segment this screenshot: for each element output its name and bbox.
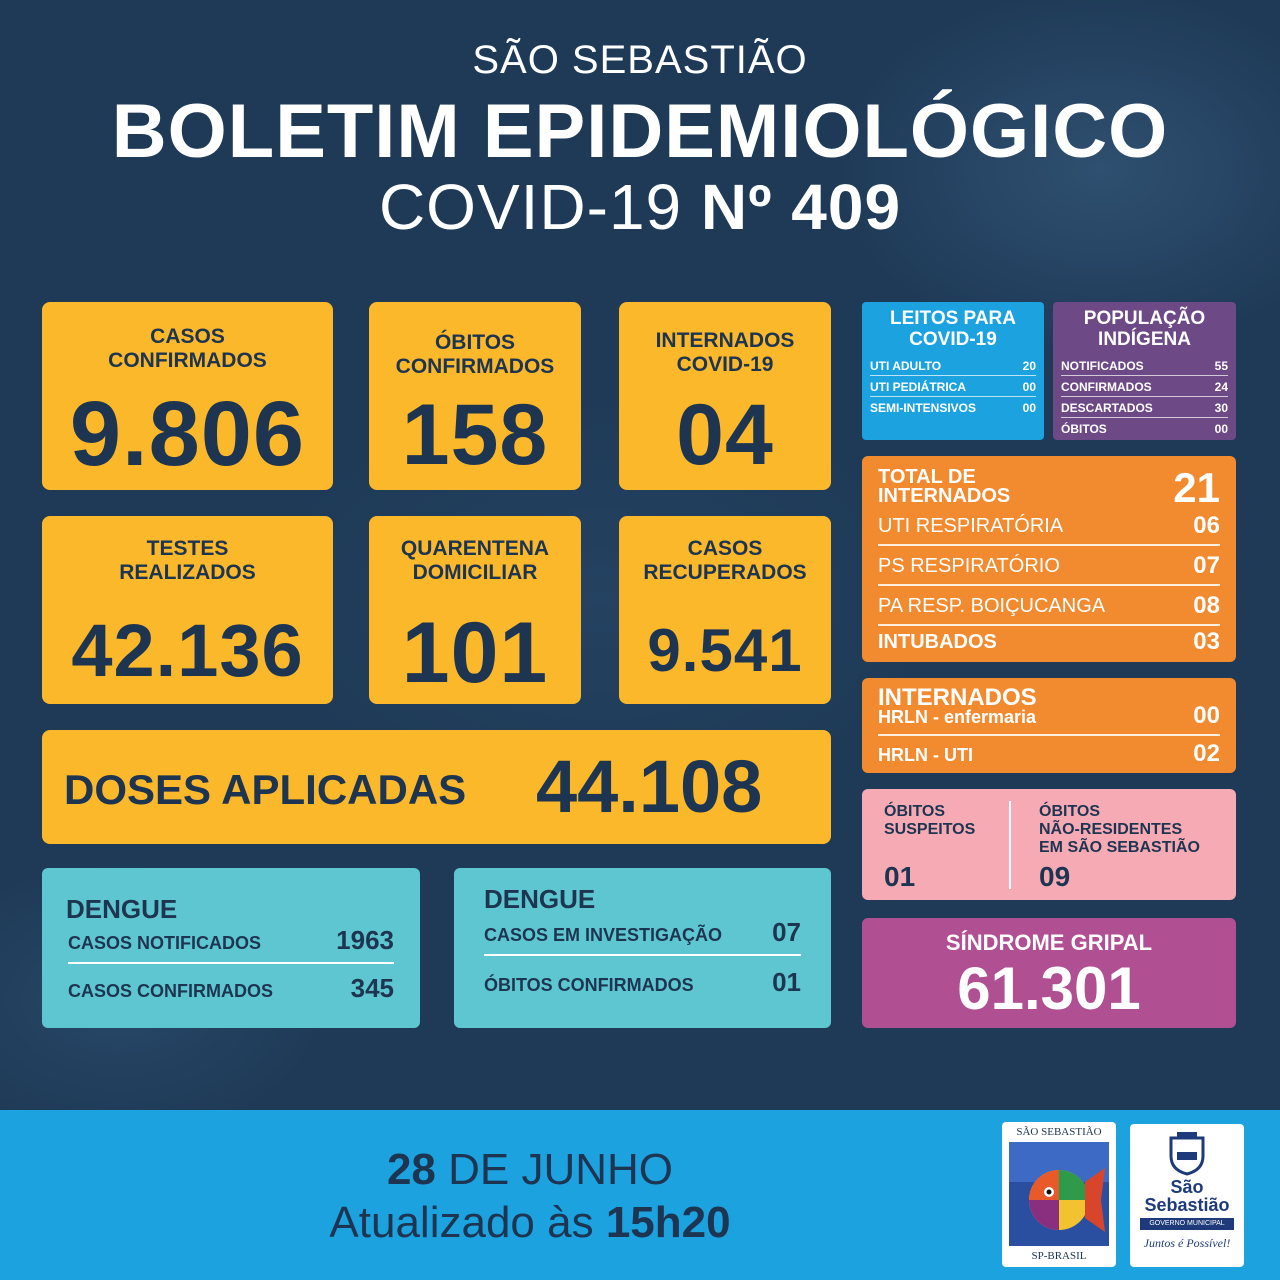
city-emblem-logo <box>1002 1122 1116 1267</box>
label-line: NÃO-RESIDENTES <box>1039 821 1183 838</box>
row-value: 00 <box>1193 702 1220 729</box>
card-label: REALIZADOS <box>119 561 256 584</box>
row-label: CASOS NOTIFICADOS <box>68 933 262 953</box>
row-label: CONFIRMADOS <box>1061 380 1152 394</box>
row-value: 55 <box>1214 359 1228 373</box>
page-title: BOLETIM EPIDEMIOLÓGICO <box>111 89 1169 174</box>
table-row <box>878 546 1220 586</box>
update-time-value: 15h20 <box>605 1198 731 1247</box>
panel-title-line: LEITOS PARA <box>890 308 1016 329</box>
card-value: 9.541 <box>647 617 803 684</box>
card-value: 04 <box>676 387 774 483</box>
logo-band: GOVERNO MUNICIPAL <box>1140 1218 1234 1230</box>
row-label: UTI PEDIÁTRICA <box>870 380 966 394</box>
row-label: ÓBITOS CONFIRMADOS <box>484 975 694 995</box>
card-internados-covid <box>619 302 831 490</box>
card-casos-confirmados <box>42 302 333 490</box>
card-value: 158 <box>401 387 549 483</box>
row-value: 07 <box>1193 552 1220 579</box>
table-row <box>878 736 1220 772</box>
panel-title <box>1053 308 1236 350</box>
card-value: 42.136 <box>71 609 304 692</box>
panel-title-line: POPULAÇÃO <box>1083 308 1206 329</box>
sindrome-value: 61.301 <box>957 955 1141 1022</box>
label-line: ÓBITOS <box>1039 803 1101 820</box>
panel-dengue-investigacao <box>454 868 831 1028</box>
row-label: CASOS CONFIRMADOS <box>68 981 274 1001</box>
row-label: UTI RESPIRATÓRIA <box>878 515 1064 537</box>
table-row <box>484 964 801 1004</box>
table-row <box>870 377 1036 397</box>
panel-title <box>878 468 1010 506</box>
covid-label: COVID-19 <box>378 171 701 243</box>
row-label: HRLN - enfermaria <box>878 707 1037 727</box>
bulletin-number-value: Nº 409 <box>700 171 902 243</box>
panel-title: DENGUE <box>66 894 178 924</box>
obitos-nao-residentes-value: 09 <box>1039 861 1071 892</box>
bulletin-number <box>0 170 1280 244</box>
panel-title <box>862 308 1044 350</box>
card-label: CASOS <box>150 325 225 348</box>
card-label: INTERNADOS <box>655 329 795 352</box>
row-value: 1963 <box>336 925 394 955</box>
fish-emblem-icon <box>1009 1142 1109 1246</box>
panel-title: DENGUE <box>484 884 596 914</box>
doses-label: DOSES APLICADAS <box>64 766 467 813</box>
table-row <box>878 700 1220 736</box>
table-row <box>1061 419 1228 439</box>
obitos-suspeitos-label <box>884 803 975 839</box>
divider <box>1009 801 1011 889</box>
card-label: TESTES <box>146 537 229 560</box>
row-value: 00 <box>1022 401 1036 415</box>
card-doses-aplicadas <box>42 730 831 844</box>
update-prefix: Atualizado às <box>329 1198 606 1247</box>
panel-title-line: TOTAL DE <box>878 466 976 488</box>
row-label: HRLN - UTI <box>878 745 973 765</box>
card-label: RECUPERADOS <box>643 561 807 584</box>
label-line: SUSPEITOS <box>884 821 976 838</box>
row-value: 01 <box>772 967 801 997</box>
panel-obitos <box>862 789 1236 900</box>
logo-slogan: Juntos é Possível! <box>1143 1236 1231 1250</box>
row-label: INTUBADOS <box>878 631 997 653</box>
row-value: 20 <box>1022 359 1036 373</box>
panel-leitos-covid <box>862 302 1044 440</box>
panel-dengue-notificados <box>42 868 420 1028</box>
card-label: DOMICILIAR <box>412 561 538 584</box>
table-row <box>878 506 1220 546</box>
card-label: CASOS <box>687 537 763 560</box>
row-label: ÓBITOS <box>1061 422 1107 436</box>
table-row <box>878 620 1220 660</box>
card-label: COVID-19 <box>676 353 774 376</box>
card-testes-realizados <box>42 516 333 704</box>
logo-bottom-text: SP-BRASIL <box>1031 1250 1087 1262</box>
logo-line: São <box>1170 1177 1204 1197</box>
row-value: 07 <box>772 917 801 947</box>
city-shield-icon <box>1167 1132 1207 1176</box>
card-label: CONFIRMADOS <box>108 349 267 372</box>
date-month: DE JUNHO <box>435 1145 674 1194</box>
panel-sindrome-gripal <box>862 918 1236 1028</box>
row-label: CASOS EM INVESTIGAÇÃO <box>484 925 723 945</box>
card-quarentena <box>369 516 581 704</box>
row-value: 02 <box>1193 740 1220 767</box>
panel-populacao-indigena <box>1053 302 1236 440</box>
total-internados-value: 21 <box>1173 464 1220 511</box>
label-line: EM SÃO SEBASTIÃO <box>1039 839 1200 856</box>
row-value: 24 <box>1214 380 1228 394</box>
label-line: ÓBITOS <box>884 803 946 820</box>
panel-title-line: COVID-19 <box>909 329 997 350</box>
row-value: 03 <box>1193 628 1220 655</box>
row-label: UTI ADULTO <box>870 359 942 373</box>
obitos-suspeitos-value: 01 <box>884 861 916 892</box>
table-row <box>870 356 1036 376</box>
obitos-nao-residentes-label <box>1039 803 1200 857</box>
table-row <box>68 924 394 964</box>
row-value: 00 <box>1214 422 1228 436</box>
row-value: 06 <box>1193 512 1220 539</box>
update-time <box>230 1198 830 1248</box>
card-label: ÓBITOS <box>434 331 516 354</box>
logo-city-name <box>1130 1178 1244 1214</box>
panel-total-internados <box>862 456 1236 662</box>
doses-value: 44.108 <box>536 745 763 828</box>
governo-municipal-logo <box>1130 1124 1244 1267</box>
card-obitos-confirmados <box>369 302 581 490</box>
row-label: PS RESPIRATÓRIO <box>878 555 1060 577</box>
panel-title: INTERNADOS <box>878 684 1037 711</box>
row-label: DESCARTADOS <box>1061 401 1153 415</box>
panel-internados-hrln <box>862 678 1236 773</box>
table-row <box>68 970 394 1010</box>
row-label: NOTIFICADOS <box>1061 359 1144 373</box>
date-day: 28 <box>386 1145 436 1194</box>
table-row <box>484 916 801 956</box>
row-value: 345 <box>350 973 394 1003</box>
logo-top-text: SÃO SEBASTIÃO <box>1016 1126 1102 1138</box>
row-value: 08 <box>1193 592 1220 619</box>
city-heading: SÃO SEBASTIÃO <box>472 38 808 82</box>
card-casos-recuperados <box>619 516 831 704</box>
row-label: PA RESP. BOIÇUCANGA <box>878 595 1106 617</box>
card-value: 101 <box>401 605 549 701</box>
row-value: 30 <box>1214 401 1228 415</box>
report-date <box>260 1145 800 1195</box>
table-row <box>1061 398 1228 418</box>
panel-title-line: INDÍGENA <box>1098 329 1191 350</box>
sindrome-label: SÍNDROME GRIPAL <box>945 930 1153 955</box>
card-value: 9.806 <box>69 383 306 485</box>
table-row <box>1061 356 1228 376</box>
row-value: 00 <box>1022 380 1036 394</box>
table-row <box>1061 377 1228 397</box>
row-label: SEMI-INTENSIVOS <box>870 401 977 415</box>
table-row <box>870 398 1036 418</box>
panel-title-line: INTERNADOS <box>878 485 1011 507</box>
card-label: QUARENTENA <box>400 537 550 560</box>
logo-line: Sebastião <box>1144 1195 1230 1215</box>
card-label: CONFIRMADOS <box>395 355 555 378</box>
